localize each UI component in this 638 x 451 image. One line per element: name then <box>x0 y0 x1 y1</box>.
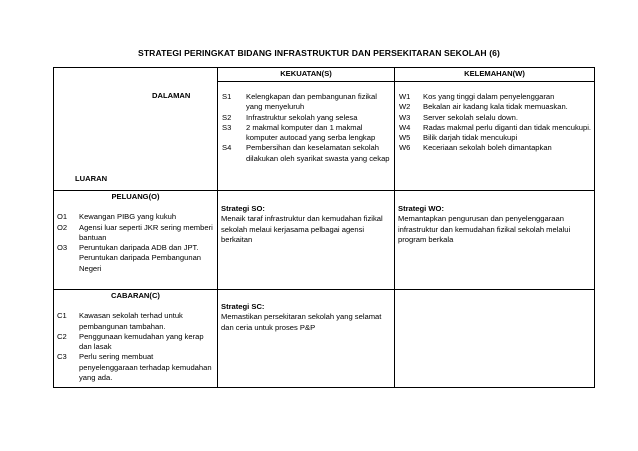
item-text: Kewangan PIBG yang kukuh <box>79 212 177 222</box>
wo-strategy-text: Memantapkan pengurusan dan penyelenggaraan infrastruktur dan kemudahan fizikal sekolah melalui program berkala <box>398 214 571 244</box>
item-text: Agensi luar seperti JKR sering memberi bantuan <box>79 222 213 242</box>
item-text: Pembersihan dan keselamatan sekolah dilakukan oleh syarikat swasta yang cekap <box>246 143 390 163</box>
so-strategy-title: Strategi SO: <box>221 204 265 213</box>
item-code: S2 <box>222 112 232 122</box>
list-item <box>54 223 217 244</box>
item-code: C3 <box>57 352 67 362</box>
list-item <box>395 123 594 133</box>
threats-row <box>54 290 595 388</box>
list-item <box>218 113 394 123</box>
strengths-list <box>218 92 394 164</box>
list-item <box>54 212 217 222</box>
threats-cell <box>54 290 218 388</box>
external-label: LUARAN <box>75 174 108 183</box>
list-item <box>395 133 594 143</box>
internal-label: DALAMAN <box>152 91 191 100</box>
weaknesses-cell <box>395 82 595 191</box>
header-row <box>54 68 595 82</box>
swot-table <box>53 67 595 388</box>
item-code: W1 <box>399 92 411 101</box>
item-code: W2 <box>399 102 411 112</box>
item-code: W4 <box>399 122 411 132</box>
item-text: Kos yang tinggi dalam penyelenggaran <box>423 92 555 101</box>
list-item <box>218 123 394 144</box>
item-code: O1 <box>57 212 68 222</box>
item-text: Infrastruktur sekolah yang selesa <box>246 112 358 122</box>
item-code: W3 <box>399 112 411 122</box>
sc-strategy-text: Memastikan persekitaran sekolah yang selamat dan ceria untuk proses P&P <box>221 312 382 332</box>
item-code: W6 <box>399 143 411 153</box>
item-text: Kawasan sekolah terhad untuk pembangunan tambahan. <box>79 311 183 331</box>
item-code: W5 <box>399 133 411 143</box>
item-text: Peruntukan daripada ADB dan JPT. Peruntukan daripada Pembangunan Negeri <box>79 243 202 273</box>
item-text: Radas makmal perlu diganti dan tidak mencukupi. <box>423 122 591 132</box>
list-item <box>395 113 594 123</box>
list-item <box>395 102 594 112</box>
weaknesses-header: KELEMAHAN(W) <box>395 68 595 82</box>
strengths-cell <box>218 82 395 191</box>
wo-strategy-cell <box>395 191 595 290</box>
strengths-header: KEKUATAN(S) <box>218 68 395 82</box>
page-title: STRATEGI PERINGKAT BIDANG INFRASTRUKTUR DAN PERSEKITARAN SEKOLAH (6) <box>137 48 500 58</box>
opportunities-heading: PELUANG(O) <box>111 192 160 201</box>
opportunities-list <box>54 212 217 274</box>
item-text: Kelengkapan dan pembangunan fizikal yang menyeluruh <box>246 92 377 112</box>
item-text: Perlu sering membuat penyelenggaraan terhadap kemudahan yang ada. <box>79 352 212 383</box>
empty-strategy-cell <box>395 290 595 388</box>
so-strategy-text: Menaik taraf infrastruktur dan kemudahan fizikal sekolah melaui kerjasama pelbagai agensi berkaitan <box>221 214 383 244</box>
list-item <box>54 311 217 332</box>
list-item <box>395 92 594 102</box>
wo-strategy-title: Strategi WO: <box>398 204 444 213</box>
sc-strategy-title: Strategi SC: <box>221 302 265 311</box>
list-item <box>218 143 394 164</box>
item-code: S3 <box>222 122 232 132</box>
item-text: Keceriaan sekolah boleh dimantapkan <box>423 143 552 153</box>
item-text: Server sekolah selalu down. <box>423 112 518 122</box>
item-text: Bilik darjah tidak mencukupi <box>423 133 518 143</box>
so-strategy-cell <box>218 191 395 290</box>
weaknesses-list <box>395 92 594 154</box>
corner-cell <box>54 68 218 191</box>
opportunities-cell <box>54 191 218 290</box>
list-item <box>54 243 217 274</box>
threats-list <box>54 311 217 383</box>
opportunities-row <box>54 191 595 290</box>
item-code: O3 <box>57 243 68 253</box>
list-item <box>218 92 394 113</box>
list-item <box>54 352 217 383</box>
item-code: C1 <box>57 311 67 321</box>
item-code: C2 <box>57 331 67 341</box>
item-text: Bekalan air kadang kala tidak memuaskan. <box>423 102 568 112</box>
threats-heading: CABARAN(C) <box>111 291 160 300</box>
item-code: O2 <box>57 222 68 232</box>
list-item <box>395 143 594 153</box>
item-code: S4 <box>222 143 232 153</box>
list-item <box>54 332 217 353</box>
item-text: Penggunaan kemudahan yang kerap dan lasak <box>79 331 204 352</box>
sc-strategy-cell <box>218 290 395 388</box>
item-text: 2 makmal komputer dan 1 makmal komputer autocad yang serba lengkap <box>246 122 376 143</box>
item-code: S1 <box>222 92 232 101</box>
